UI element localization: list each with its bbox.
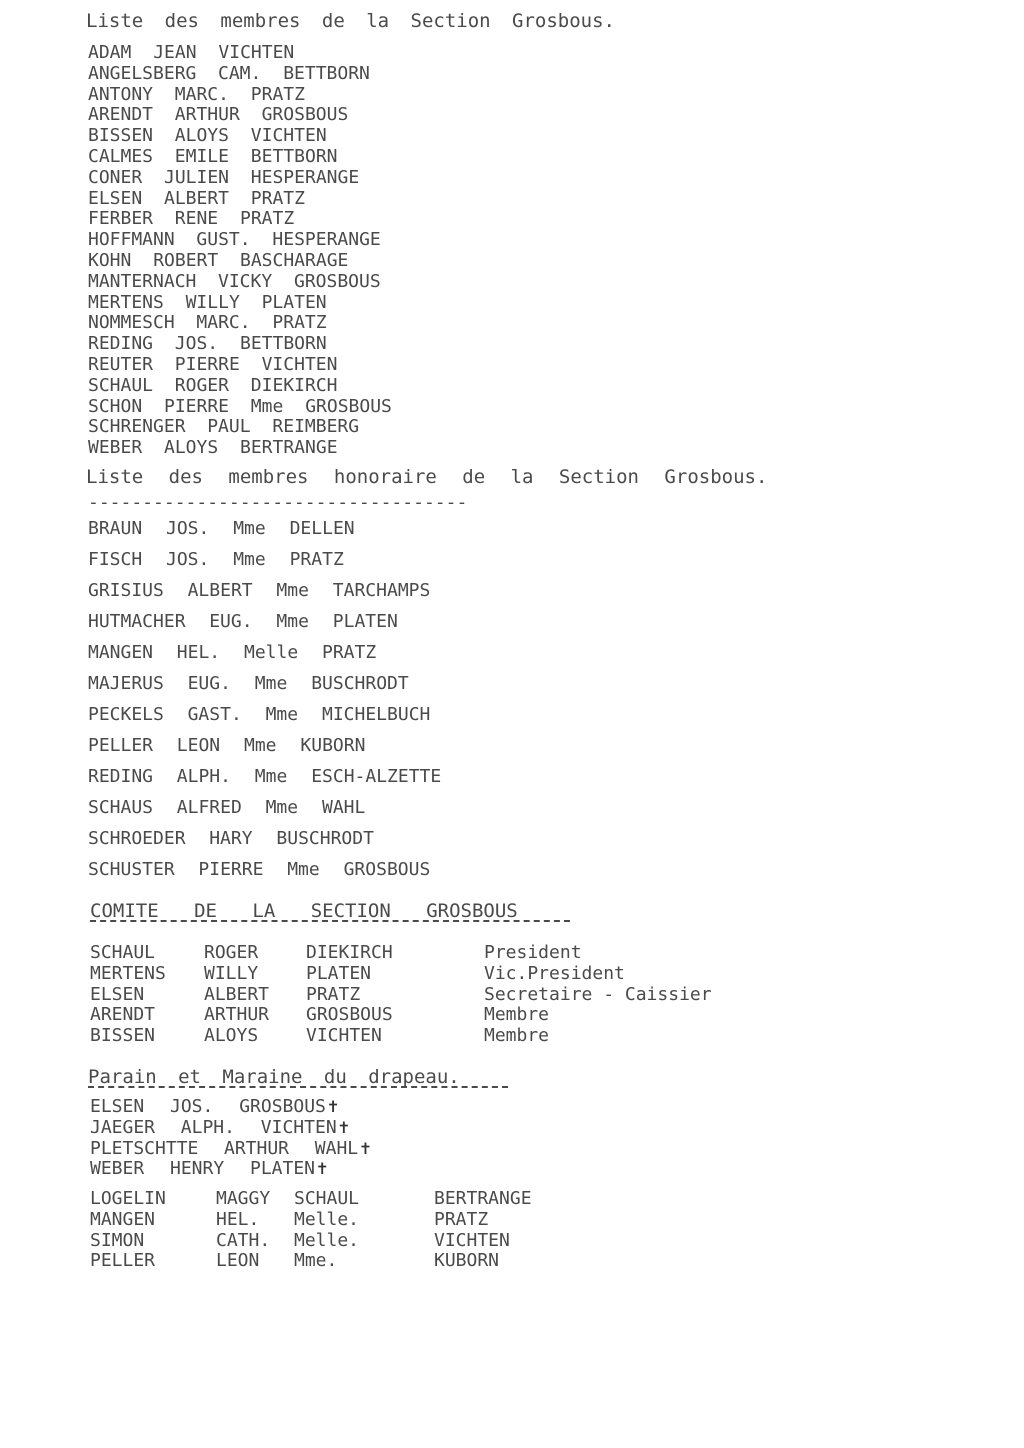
surname: KOHN [88, 250, 132, 271]
first-name: LEON [216, 1250, 260, 1272]
first-name: RENE [174, 208, 219, 230]
locality: BETTBORN [240, 333, 327, 355]
locality: GROSBOUS [305, 395, 392, 417]
title: Mme. [294, 1250, 338, 1272]
title: BUSCHRODT [276, 828, 374, 849]
locality: BETTBORN [283, 62, 370, 84]
first-name: EUG. [209, 611, 253, 632]
first-name: ALPH. [176, 766, 231, 787]
locality: TARCHAMPS [332, 580, 431, 601]
role: Secretaire - Caissier [484, 983, 712, 1005]
surname: NOMMESCH [88, 312, 175, 334]
locality: BERTRANGE [240, 437, 338, 459]
first-name: EUG. [187, 673, 231, 694]
deceased-cross: ✝ [360, 1137, 371, 1159]
first-name: EMILE [174, 146, 229, 167]
locality: VICHTEN [260, 1116, 337, 1138]
first-name: HEL. [216, 1208, 260, 1230]
title: SCHAUL [294, 1188, 360, 1209]
locality: HESPERANGE [250, 166, 360, 188]
first-name: ARTHUR [204, 1004, 270, 1026]
first-name: WILLY [204, 962, 259, 984]
locality: HESPERANGE [272, 229, 381, 251]
locality: PRATZ [240, 208, 295, 230]
title: Mme [276, 580, 309, 601]
first-name: CATH. [216, 1229, 271, 1251]
role: Membre [484, 1004, 550, 1026]
honorary-title-dashes: ----------------------------------- [88, 492, 468, 513]
surname: SCHAUS [88, 797, 154, 818]
first-name: ARTHUR [174, 104, 240, 126]
surname: PELLER [88, 735, 154, 756]
first-name: ALPH. [180, 1116, 235, 1138]
first-name: WILLY [185, 291, 240, 313]
role: Vic.President [484, 962, 625, 984]
first-name: ROBERT [153, 250, 219, 271]
deceased-cross: ✝ [316, 1158, 328, 1180]
surname: HUTMACHER [88, 611, 186, 632]
locality: GROSBOUS [294, 270, 381, 292]
first-name: LEON [176, 735, 221, 756]
first-name: ARTHUR [224, 1137, 290, 1159]
first-name: JOS. [174, 333, 219, 355]
surname: BISSEN [88, 125, 154, 147]
title: Mme [287, 859, 320, 880]
locality: ESCH-ALZETTE [311, 766, 442, 787]
surname: CONER [88, 166, 143, 188]
locality: Mme [250, 395, 284, 417]
surname: REDING [88, 766, 154, 787]
surname: MANGEN [88, 642, 154, 663]
surname: SCHUSTER [88, 859, 175, 880]
first-name: HEL. [176, 642, 221, 663]
first-name: GUST. [196, 229, 251, 251]
locality: BETTBORN [250, 146, 338, 167]
first-name: PAUL [207, 416, 251, 438]
first-name: ALBERT [187, 580, 253, 601]
surname: ANGELSBERG [88, 62, 197, 84]
surname: ADAM [88, 42, 132, 63]
locality: PRATZ [289, 549, 344, 570]
surname: WEBER [90, 1158, 145, 1180]
locality: VICHTEN [261, 354, 338, 375]
first-name: ROGER [204, 942, 259, 963]
locality: REIMBERG [272, 416, 360, 438]
first-name: JOS. [166, 518, 210, 539]
first-name: PIERRE [198, 859, 264, 880]
locality: GROSBOUS [261, 104, 349, 126]
deceased-cross: ✝ [338, 1116, 350, 1138]
title: Mme [233, 518, 266, 539]
locality: PRATZ [250, 83, 305, 105]
surname: SCHON [88, 395, 143, 417]
title: Mme [233, 549, 266, 570]
surname: ARENDT [88, 104, 154, 126]
surname: HOFFMANN [88, 229, 175, 251]
locality: GROSBOUS [343, 859, 431, 880]
locality: BUSCHRODT [311, 673, 409, 694]
locality: VICHTEN [434, 1229, 510, 1251]
role: Membre [484, 1025, 550, 1047]
surname: MERTENS [90, 962, 166, 984]
surname: SCHAUL [88, 374, 154, 396]
surname: ELSEN [88, 187, 143, 209]
first-name: MARC. [174, 83, 229, 105]
surname: BRAUN [88, 518, 143, 539]
locality: PRATZ [322, 642, 377, 663]
title: Mme [265, 704, 299, 725]
surname: REDING [88, 333, 154, 355]
surname: PELLER [90, 1250, 156, 1272]
surname: SIMON [90, 1229, 145, 1251]
surname: SCHROEDER [88, 828, 186, 849]
locality: PRATZ [272, 312, 327, 334]
surname: WEBER [88, 437, 143, 459]
first-name: JULIEN [164, 166, 230, 188]
first-name: ALOYS [204, 1025, 259, 1047]
surname: ANTONY [88, 83, 154, 105]
locality: DIEKIRCH [306, 942, 393, 963]
title: Melle. [294, 1229, 360, 1251]
first-name: GAST. [187, 704, 242, 725]
committee-title-underline [90, 920, 570, 922]
locality: WAHL [322, 797, 366, 818]
title: Mme [244, 735, 277, 756]
locality: VICHTEN [218, 42, 295, 63]
locality: DELLEN [289, 518, 355, 539]
first-name: PIERRE [174, 354, 240, 375]
first-name: VICKY [218, 270, 273, 292]
locality: GROSBOUS [239, 1096, 326, 1117]
surname: SCHRENGER [88, 416, 186, 438]
locality: BERTRANGE [434, 1188, 532, 1209]
first-name: ALBERT [204, 983, 270, 1005]
surname: ARENDT [90, 1004, 156, 1026]
locality: DIEKIRCH [250, 374, 338, 396]
committee-title: COMITE DE LA SECTION GROSBOUS [90, 900, 518, 922]
locality: WAHL [314, 1137, 359, 1159]
members-title: Liste des membres de la Section Grosbous. [86, 10, 615, 32]
first-name: MAGGY [216, 1188, 271, 1209]
first-name: MARC. [196, 312, 251, 334]
title: Melle [244, 642, 299, 663]
surname: CALMES [88, 146, 154, 167]
first-name: ROGER [174, 374, 229, 396]
locality: VICHTEN [250, 125, 327, 147]
first-name: ALFRED [176, 797, 242, 818]
title: Mme [254, 673, 288, 694]
surname: JAEGER [90, 1116, 156, 1138]
flag-title-underline [88, 1086, 508, 1088]
title: Mme [254, 766, 288, 787]
locality: KUBORN [434, 1250, 500, 1272]
locality: PRATZ [434, 1208, 489, 1230]
locality: BASCHARAGE [240, 250, 349, 271]
surname: MAJERUS [88, 673, 164, 694]
locality: MICHELBUCH [322, 704, 431, 725]
honorary-title: Liste des membres honoraire de la Section Grosbous. [86, 466, 768, 488]
first-name: ALBERT [164, 187, 230, 209]
locality: PRATZ [306, 983, 361, 1005]
surname: PECKELS [88, 704, 164, 725]
first-name: ALOYS [174, 125, 229, 147]
surname: REUTER [88, 354, 154, 375]
surname: ELSEN [90, 1096, 145, 1117]
locality: PRATZ [250, 187, 305, 209]
surname: MANGEN [90, 1208, 156, 1230]
title: Melle. [294, 1208, 360, 1230]
first-name: ALOYS [164, 437, 219, 459]
surname: FISCH [88, 549, 143, 570]
locality: KUBORN [300, 735, 366, 756]
first-name: JOS. [166, 549, 210, 570]
locality: VICHTEN [306, 1025, 382, 1047]
surname: MANTERNACH [88, 270, 197, 292]
surname: FERBER [88, 208, 154, 230]
surname: PLETSCHTTE [90, 1137, 199, 1159]
first-name: HARY [209, 828, 253, 849]
first-name: JOS. [170, 1096, 214, 1117]
surname: GRISIUS [88, 580, 164, 601]
first-name: PIERRE [164, 395, 230, 417]
title: Mme [276, 611, 309, 632]
flag-title: Parain et Maraine du drapeau. [88, 1066, 460, 1088]
locality: PLATEN [261, 291, 327, 313]
first-name: JEAN [153, 42, 197, 63]
locality: GROSBOUS [306, 1004, 393, 1026]
first-name: CAM. [218, 62, 262, 84]
locality: PLATEN [332, 611, 398, 632]
surname: ELSEN [90, 983, 145, 1005]
locality: PLATEN [306, 962, 372, 984]
surname: LOGELIN [90, 1188, 166, 1209]
surname: SCHAUL [90, 942, 156, 963]
deceased-cross: ✝ [327, 1096, 339, 1117]
first-name: HENRY [170, 1158, 225, 1180]
surname: BISSEN [90, 1025, 156, 1047]
role: President [484, 942, 582, 963]
surname: MERTENS [88, 291, 164, 313]
locality: PLATEN [250, 1158, 316, 1180]
title: Mme [265, 797, 299, 818]
